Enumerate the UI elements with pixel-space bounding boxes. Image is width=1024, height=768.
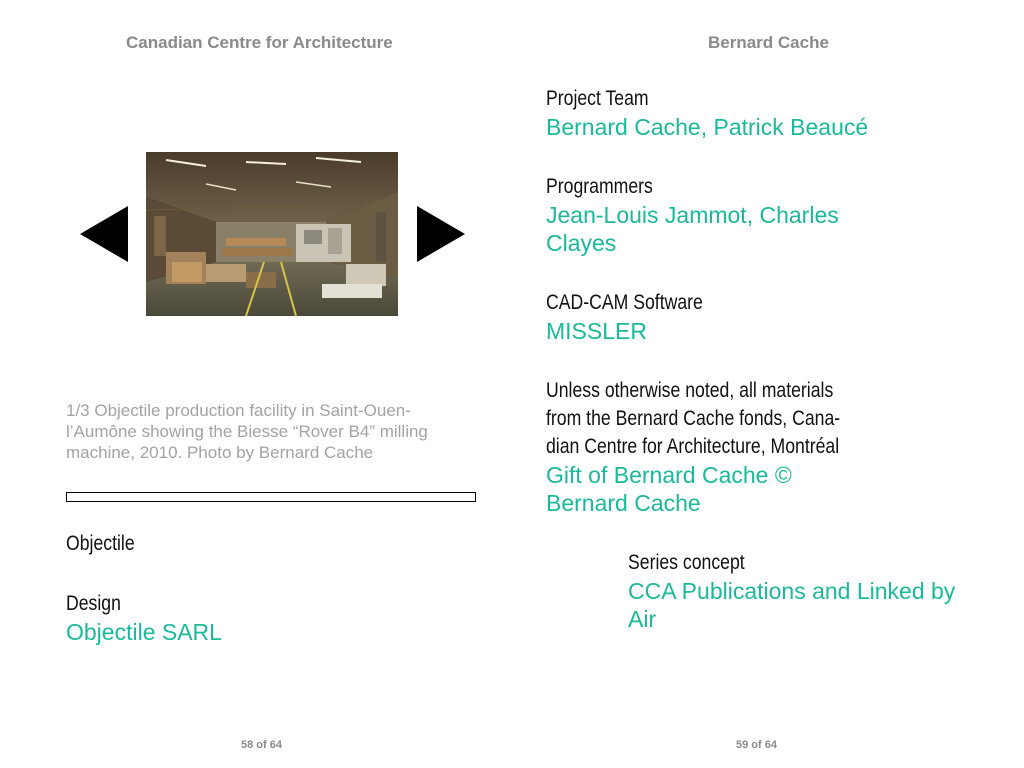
design-value: Objectile SARL — [66, 619, 222, 645]
series-label: Series concept — [628, 551, 745, 574]
right-running-head: Bernard Cache — [708, 33, 829, 52]
project-team-value: Bernard Cache, Patrick Beaucé — [546, 114, 869, 140]
caption-divider — [66, 492, 476, 502]
materials-line-3: dian Centre for Architecture, Montréal — [546, 435, 840, 458]
left-page-number: 58 of 64 — [241, 739, 282, 751]
previous-image-arrow-icon[interactable] — [80, 206, 128, 262]
series-credit — [628, 549, 955, 633]
software-credit — [546, 289, 733, 345]
left-running-head: Canadian Centre for Architecture — [126, 33, 393, 52]
materials-line-1: Unless otherwise noted, all materials — [546, 379, 834, 402]
materials-line-2: from the Bernard Cache fonds, Cana- — [546, 407, 841, 430]
series-value-line-1: CCA Publications and Linked by — [628, 578, 956, 604]
factory-photo-illustration — [146, 152, 398, 316]
right-page-number: 59 of 64 — [736, 739, 777, 751]
project-team-credit — [546, 85, 868, 141]
programmers-value-line-2: Clayes — [546, 230, 617, 256]
materials-credit — [546, 377, 896, 517]
software-label: CAD-CAM Software — [546, 291, 703, 314]
objectile-credit — [66, 530, 148, 558]
image-caption: 1/3 Objectile production facility in Saint-Ouen-l’Aumône showing the Biesse “Rover B4” milling machine, 2010. Photo by Bernard Cache — [66, 401, 428, 462]
gallery-photo — [146, 152, 398, 316]
objectile-label: Objectile — [66, 532, 135, 555]
design-credit — [66, 590, 222, 646]
gift-line-1: Gift of Bernard Cache © — [546, 462, 792, 488]
programmers-value-line-1: Jean-Louis Jammot, Charles — [546, 202, 839, 228]
next-image-arrow-icon[interactable] — [417, 206, 465, 262]
programmers-label: Programmers — [546, 175, 653, 198]
project-team-label: Project Team — [546, 87, 649, 110]
software-value: MISSLER — [546, 318, 647, 344]
design-label: Design — [66, 592, 121, 615]
series-value-line-2: Air — [628, 606, 657, 632]
gift-line-2: Bernard Cache — [546, 490, 701, 516]
programmers-credit — [546, 173, 839, 257]
